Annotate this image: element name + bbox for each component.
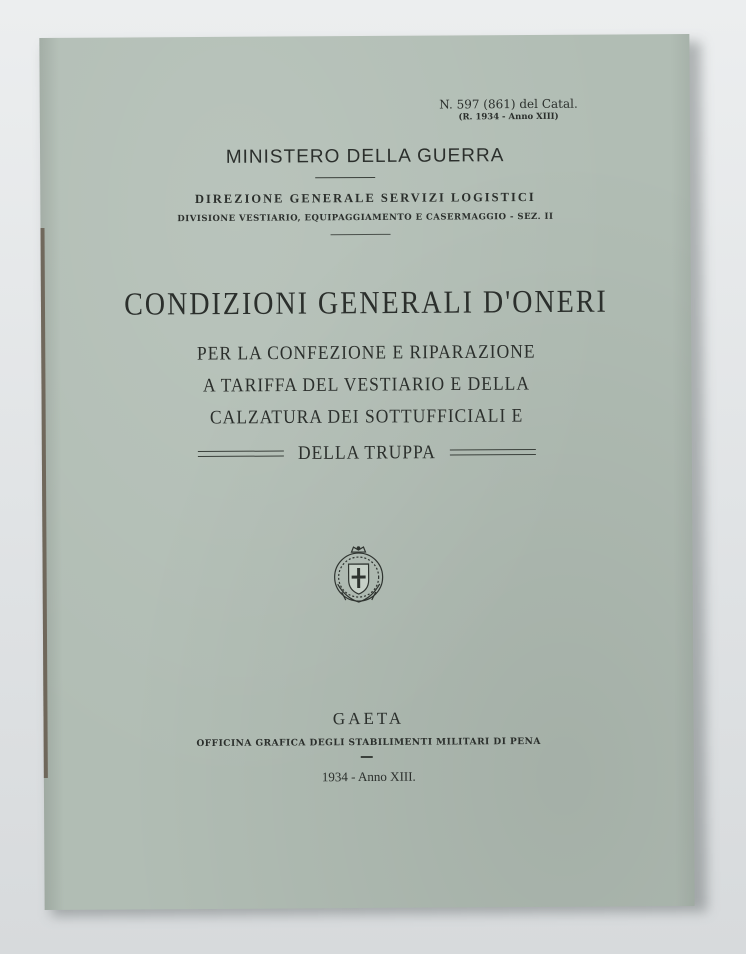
subtitle-line: DELLA TRUPPA	[297, 440, 436, 464]
ministry-heading: MINISTERO DELLA GUERRA	[225, 145, 505, 168]
subtitle-line: CALZATURA DEI SOTTUFFICIALI E	[209, 403, 524, 428]
booklet-cover	[39, 34, 694, 910]
subtitle-line: PER LA CONFEZIONE E RIPARAZIONE	[196, 339, 536, 364]
direzione-heading: DIREZIONE GENERALE SERVIZI LOGISTICI	[194, 189, 536, 207]
divider	[331, 234, 391, 235]
divisione-heading: DIVISIONE VESTIARIO, EQUIPAGGIAMENTO E CASERMAGGIO - SEZ. II	[177, 211, 554, 225]
subtitle-line: A TARIFFA DEL VESTIARIO E DELLA	[202, 371, 530, 396]
imprint-city: GAETA	[332, 708, 405, 729]
imprint-printer: OFFICINA GRAFICA DEGLI STABILIMENTI MILITARI DI PENA	[196, 736, 541, 750]
document-title: CONDIZIONI GENERALI D'ONERI	[124, 284, 608, 323]
catalog-number: N. 597 (861) del Catal.	[439, 96, 578, 112]
imprint-year: 1934 - Anno XIII.	[321, 768, 416, 785]
catalog-reference	[439, 97, 578, 123]
divider	[315, 177, 375, 178]
decorative-rule	[198, 450, 284, 457]
divider	[361, 756, 373, 758]
royal-coat-of-arms-icon	[331, 544, 385, 606]
decorative-rule	[450, 448, 536, 455]
subtitle-final-row	[42, 440, 692, 465]
catalog-year: (R. 1934 - Anno XIII)	[458, 111, 559, 123]
